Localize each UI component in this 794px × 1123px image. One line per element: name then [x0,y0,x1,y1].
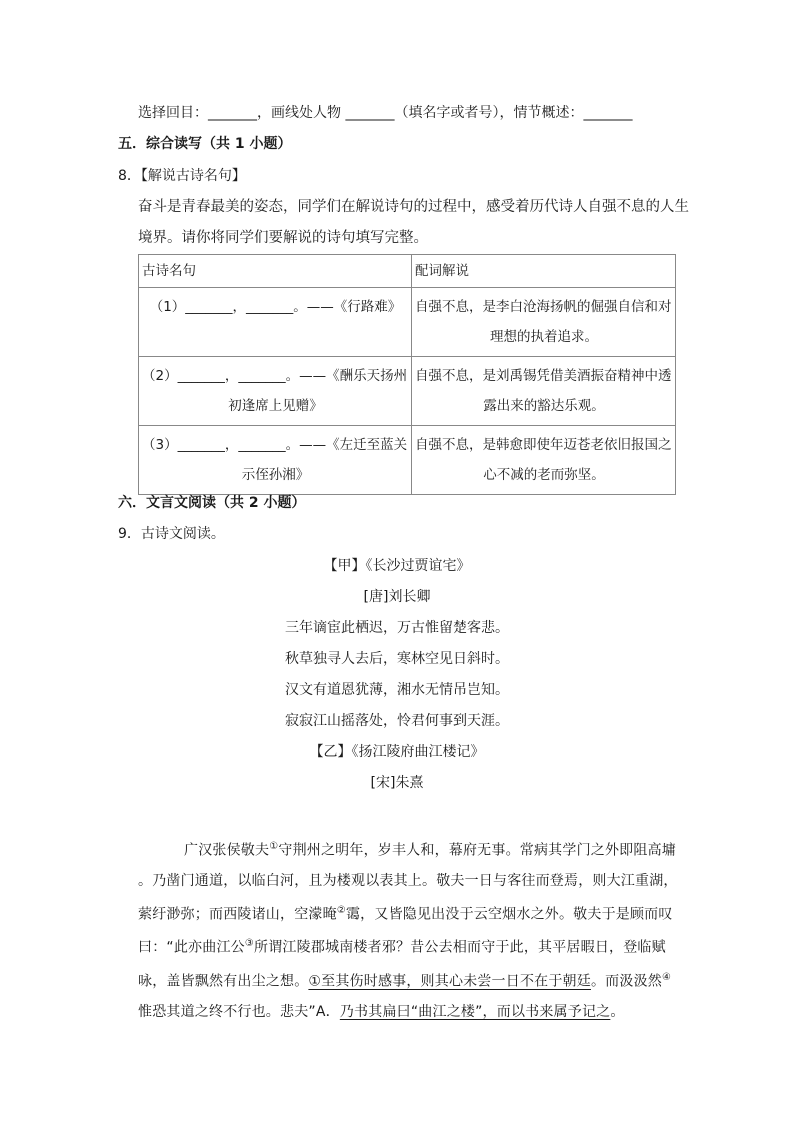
passage-line: 。乃凿门通道，以临白河，且为楼观以表其上。敬夫一日与客往而登焉，则大江重湖， [138,872,678,889]
explanation-text-cont: 理想的执着追求。 [490,329,598,345]
table-cell-explanation [412,357,676,426]
poem-line: 三年谪宦此栖迟，万古惟留楚客悲。 [285,620,509,636]
poem-line: 汉文有道恩犹薄，湘水无情吊岂知。 [285,682,509,698]
poem-a-author: [唐]刘长卿 [363,589,431,605]
fill-in-line: 选择回目：_______，画线处人物 _______（填名字或者号），情节概述：_______ [138,105,633,121]
table-header-cell: 古诗名句 [139,255,412,288]
table-cell-verse [139,288,412,357]
table-cell-explanation [412,426,676,495]
verse-text-cont: 示侄孙湘》 [241,467,310,483]
poem-a-title: 【甲】《长沙过贾谊宅》 [323,558,471,574]
underlined-sentence-2: 乃书其扁曰“曲江之楼”，而以书来属予记之 [339,1003,611,1020]
table-cell-verse [139,426,412,495]
verse-text: （3）_______，_______。——《左迁至蓝关 [142,437,408,453]
table-cell-explanation [412,288,676,357]
question-8-title: 8．【解说古诗名句】 [118,168,246,184]
passage-line: 咏，盖皆飘然有出尘之想。①至其伤时感事，则其心未尝一日不在于朝廷。而汲汲然④ [138,971,672,990]
table-row [139,426,676,495]
explanation-text: 自强不息，是李白沧海扬帆的倔强自信和对 [415,299,672,315]
text-b-passage [138,832,678,1027]
text-b-author: [宋]朱熹 [370,775,424,791]
passage-line: 惟恐其道之终不行也。悲夫”A．乃书其扁曰“曲江之楼”，而以书来属予记之。 [138,1003,625,1020]
verse-text: （2）_______，_______。——《酬乐天扬州 [142,368,408,384]
question-9-title: 9．古诗文阅读。 [118,526,225,542]
poem-line: 寂寂江山摇落处，怜君何事到天涯。 [285,713,509,729]
explanation-text: 自强不息，是刘禹锡凭借美酒振奋精神中透 [415,368,672,384]
question-8-intro: 奋斗是青春最美的姿态，同学们在解说诗句的过程中，感受着历代诗人自强不息的人生 [138,199,689,215]
poem-table [138,254,676,495]
underlined-sentence-1: ①至其伤时感事，则其心未尝一日不在于朝廷 [308,973,591,990]
section-heading-6: 六．文言文阅读（共 2 小题） [118,495,306,511]
passage-line: 广汉张侯敬夫①守荆州之明年，岁丰人和，幕府无事。常病其学门之外即阻高墉 [184,841,676,859]
verse-text: （1）_______，_______。——《行路难》 [149,299,402,315]
question-8-intro-cont: 境界。请你将同学们要解说的诗句填写完整。 [138,230,428,246]
table-row [139,288,676,357]
explanation-text-cont: 心不减的老而弥坚。 [483,467,605,483]
passage-line: 萦纡渺弥；而西陵诸山，空濛晻②霭，又皆隐见出没于云空烟水之外。敬夫于是顾而叹 [138,904,673,923]
text-b-title: 【乙】《扬江陵府曲江楼记》 [309,744,485,760]
table-cell-verse [139,357,412,426]
poem-line: 秋草独寻人去后，寒林空见日斜时。 [285,651,509,667]
explanation-text-cont: 露出来的豁达乐观。 [483,398,605,414]
explanation-text: 自强不息，是韩愈即使年迈苍老依旧报国之 [415,437,672,453]
table-header-row [139,255,676,288]
verse-text-cont: 初逢席上见赠》 [228,398,323,414]
table-header-cell: 配词解说 [412,255,676,288]
section-heading-5: 五．综合读写（共 1 小题） [118,136,292,152]
verse-text-cont [142,322,409,352]
table-row [139,357,676,426]
passage-line: 曰：“此亦曲江公③所谓江陵郡城南楼者邪？昔公去相而守于此，其平居暇日，登临赋 [138,938,666,956]
